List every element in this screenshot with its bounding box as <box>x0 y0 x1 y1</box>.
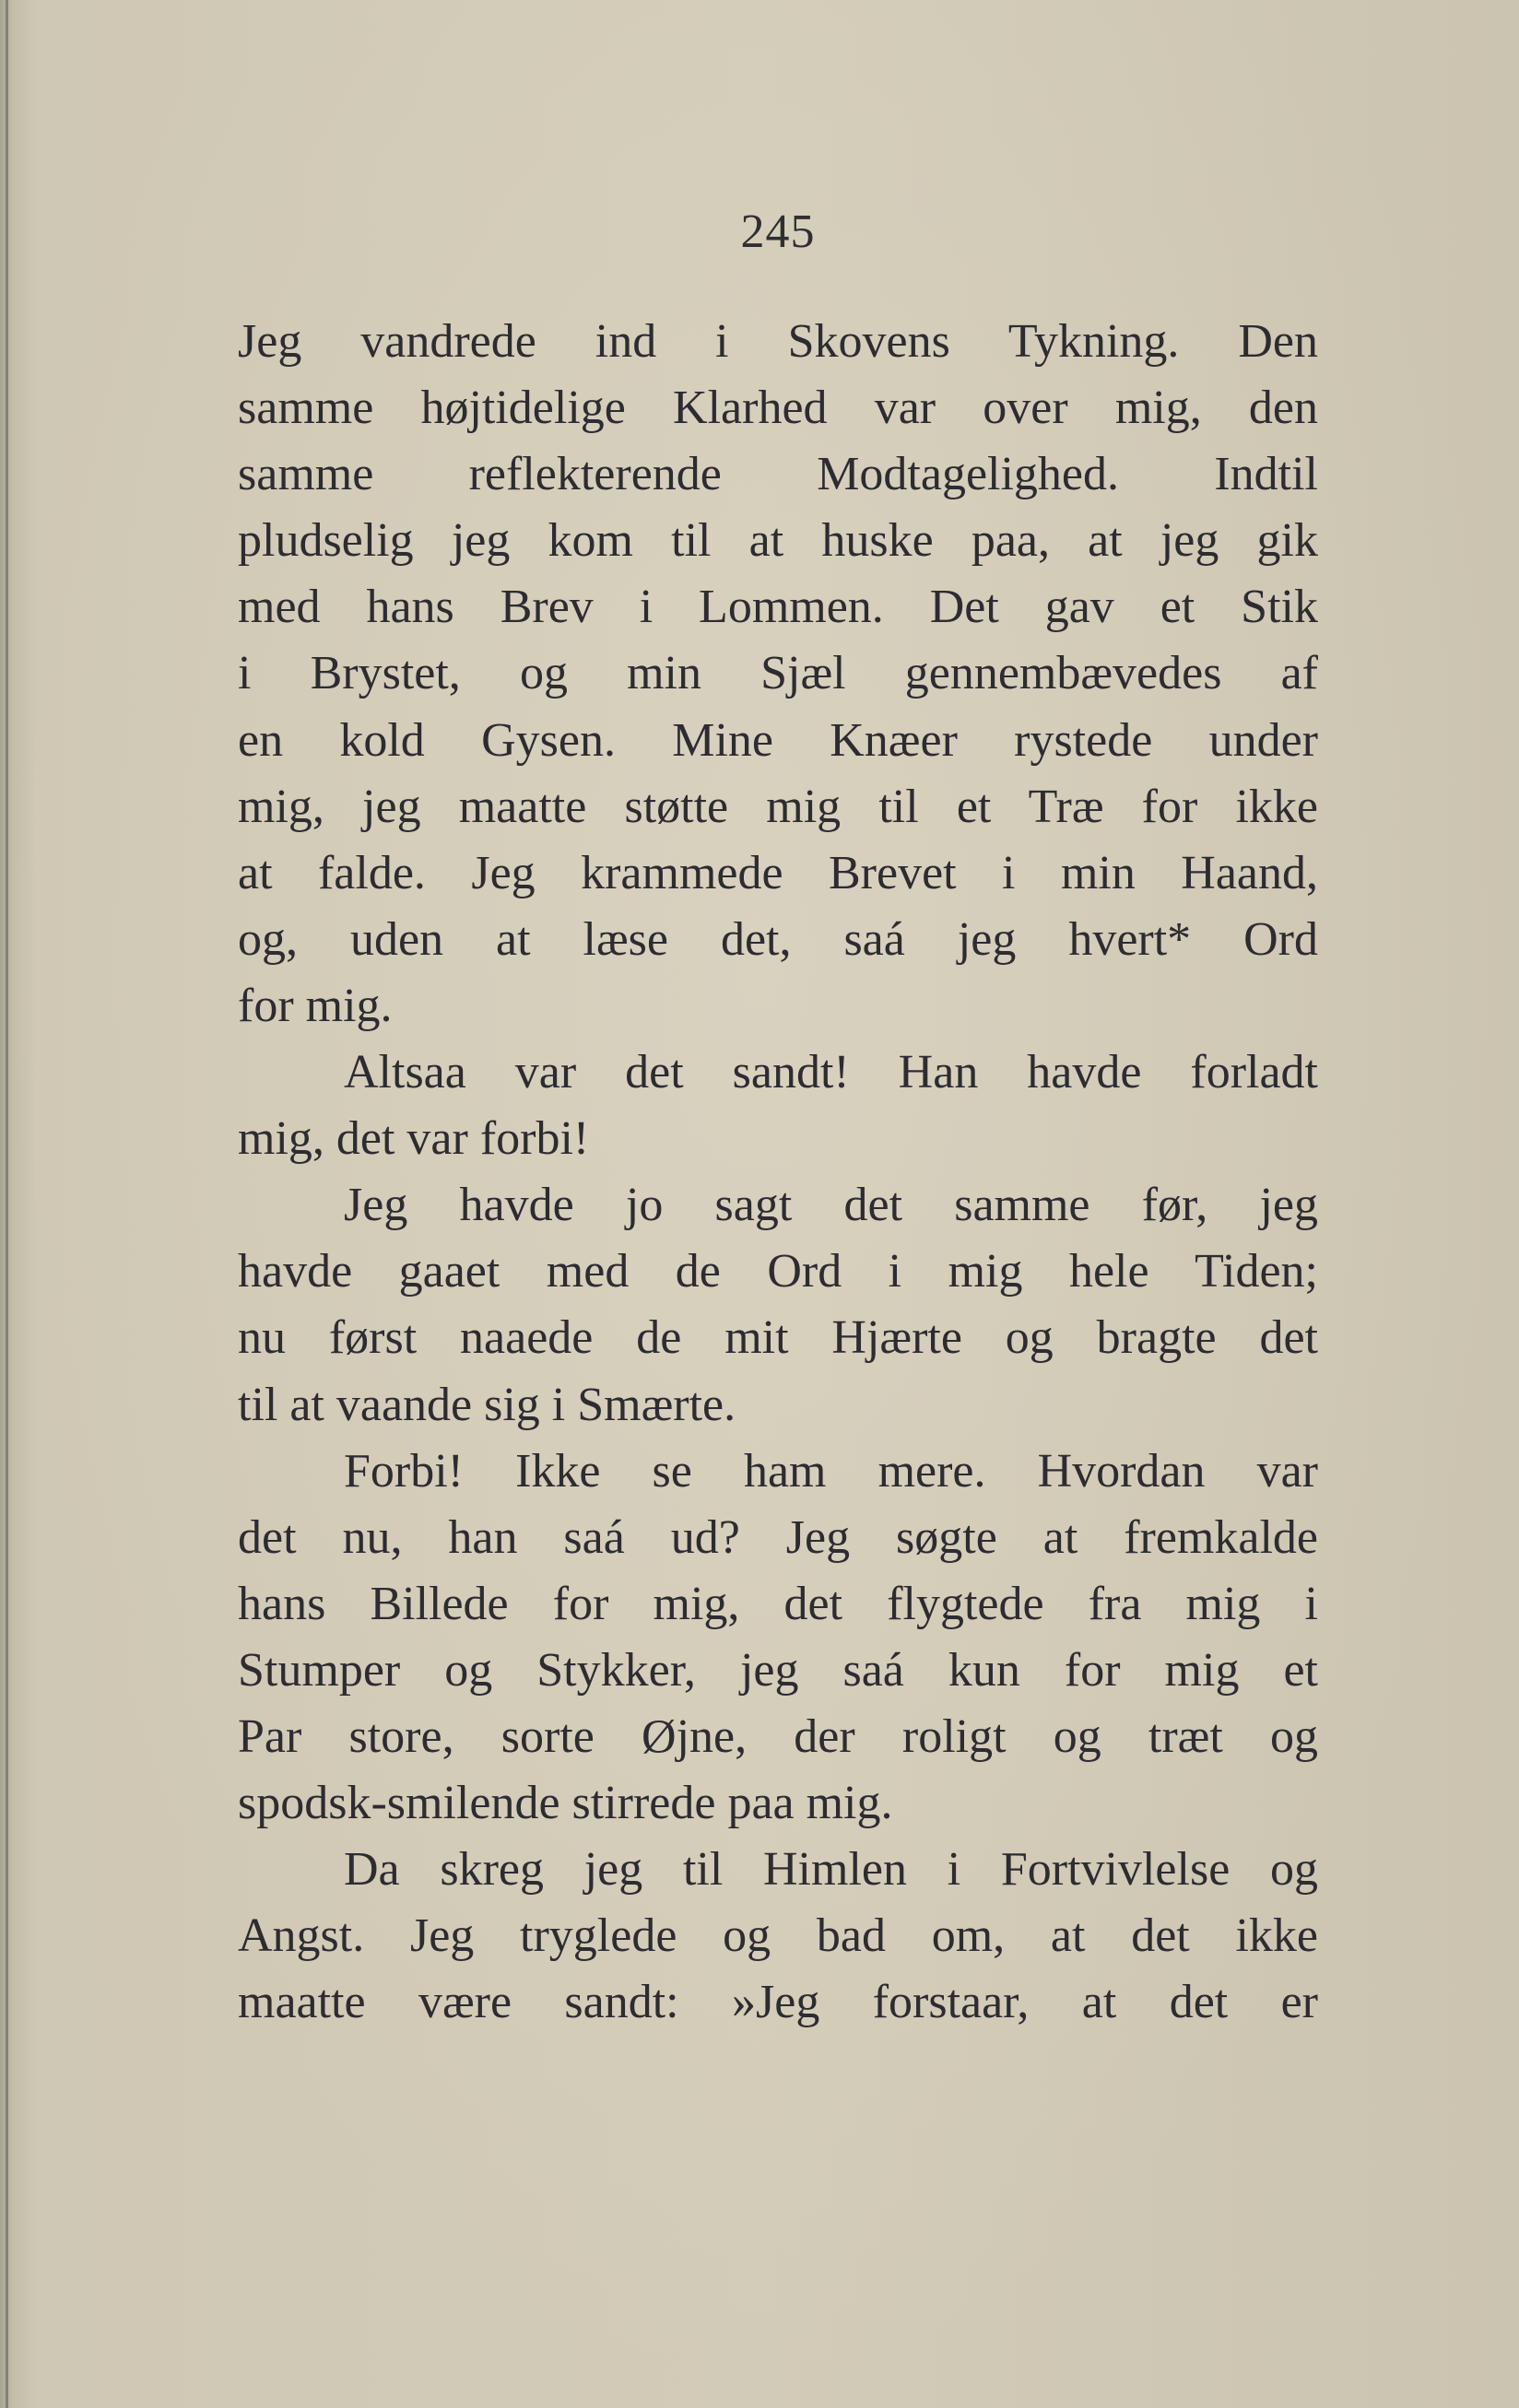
text-line: Jeg vandrede ind i Skovens Tykning. Den <box>238 315 1318 368</box>
text-line: samme reflekterende Modtagelighed. Indtil <box>238 448 1318 501</box>
text-line: mig, jeg maatte støtte mig til et Træ for ikke <box>238 780 1318 833</box>
text-line: maatte være sandt: »Jeg forstaar, at det er <box>238 1976 1318 2029</box>
page-number: 245 <box>740 206 816 258</box>
text-line: i Brystet, og min Sjæl gennembævedes af <box>238 647 1318 700</box>
text-line: Forbi! Ikke se ham mere. Hvordan var <box>344 1444 1318 1498</box>
text-line: det nu, han saá ud? Jeg søgte at fremkalde <box>238 1510 1318 1564</box>
text-line: mig, det var forbi! <box>238 1112 590 1166</box>
text-line: samme højtidelige Klarhed var over mig, den <box>238 382 1318 435</box>
text-line: Stumper og Stykker, jeg saá kun for mig et <box>238 1643 1318 1697</box>
text-line: Par store, sorte Øjne, der roligt og træt og <box>238 1709 1318 1763</box>
text-line: til at vaande sig i Smærte. <box>238 1378 736 1431</box>
text-line: hans Billede for mig, det flygtede fra mig i <box>238 1577 1318 1630</box>
text-line: og, uden at læse det, saá jeg hvert* Ord <box>238 912 1318 966</box>
text-line: Da skreg jeg til Himlen i Fortvivlelse og <box>344 1843 1318 1897</box>
text-line: pludselig jeg kom til at huske paa, at jeg gik <box>238 514 1318 568</box>
text-line: spodsk-smilende stirrede paa mig. <box>238 1777 893 1830</box>
text-line: nu først naaede de mit Hjærte og bragte det <box>238 1311 1318 1365</box>
text-line: Angst. Jeg tryglede og bad om, at det ikke <box>238 1909 1318 1963</box>
text-line: at falde. Jeg krammede Brevet i min Haand, <box>238 846 1318 899</box>
binding-edge <box>6 0 8 2408</box>
text-line: Jeg havde jo sagt det samme før, jeg <box>344 1179 1318 1232</box>
text-line: en kold Gysen. Mine Knæer rystede under <box>238 713 1318 767</box>
text-line: for mig. <box>238 979 393 1032</box>
text-line: havde gaaet med de Ord i mig hele Tiden; <box>238 1245 1318 1298</box>
text-line: med hans Brev i Lommen. Det gav et Stik <box>238 581 1318 634</box>
body-text <box>238 309 1318 2036</box>
text-line: Altsaa var det sandt! Han havde forladt <box>344 1046 1318 1099</box>
